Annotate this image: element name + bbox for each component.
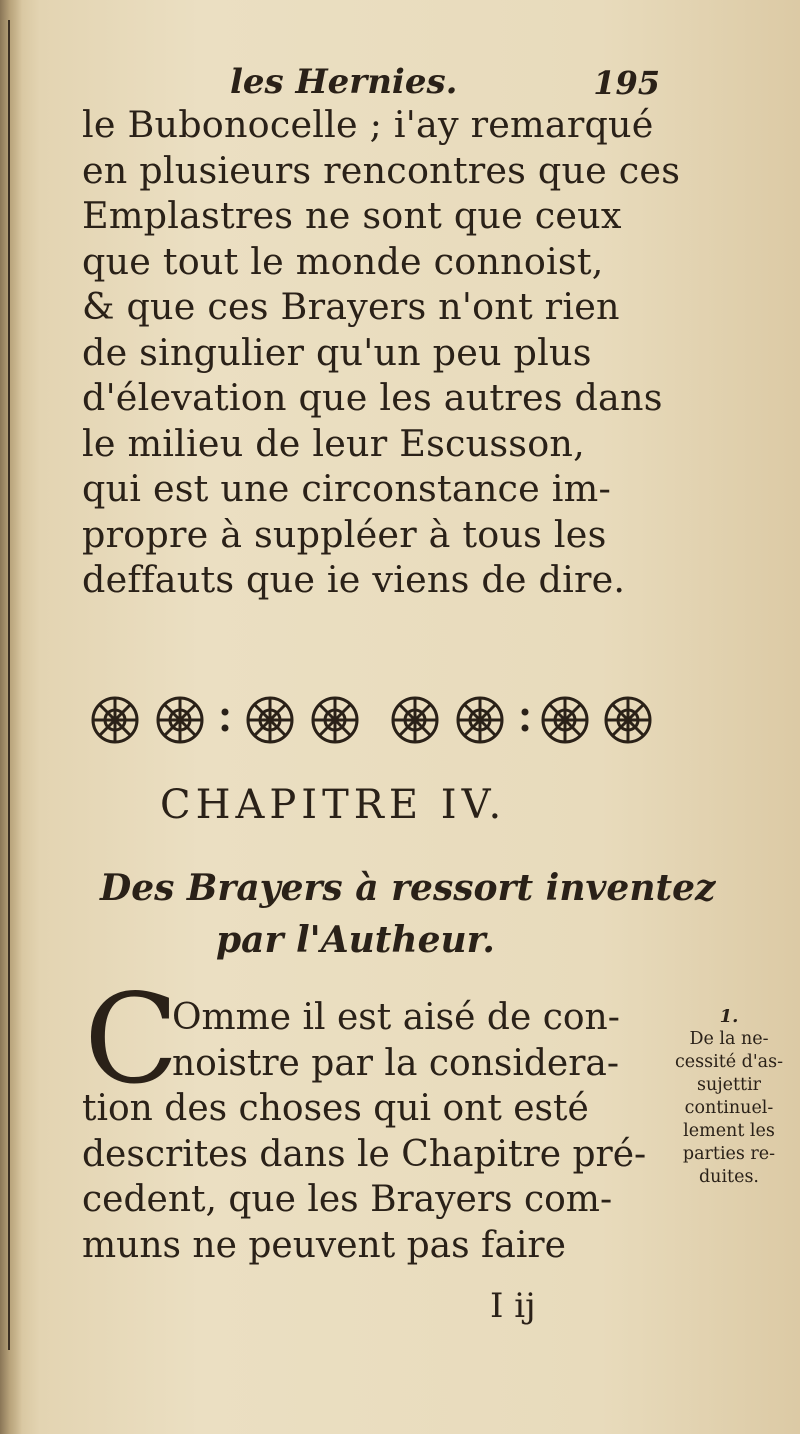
ornament-flower — [158, 698, 202, 742]
ornament-flower — [606, 698, 650, 742]
text-line: de singulier qu'un peu plus — [82, 330, 592, 374]
margin-note-number: 1. — [719, 1006, 739, 1027]
page-gutter — [0, 0, 22, 1434]
margin-note-line: sujettir — [696, 1075, 762, 1095]
text-line: qui est une circonstance im- — [82, 467, 611, 510]
text-line: que tout le monde connoist, — [82, 239, 604, 283]
text-line: muns ne peuvent pas faire — [82, 1224, 566, 1266]
page-number: 195 — [593, 64, 660, 102]
ornament-band — [85, 690, 655, 750]
text-line: le Bubonocelle ; i'ay remarqué — [82, 103, 654, 146]
paragraph — [82, 995, 702, 1268]
chapter-heading: CHAPITRE IV. — [160, 782, 507, 828]
margin-note — [664, 1005, 794, 1189]
text-line: noistre par la considera- — [172, 1042, 620, 1084]
body-text — [82, 102, 681, 603]
text-line: le milieu de leur Escusson, — [82, 421, 585, 465]
text-line: deffauts que ie viens de dire. — [82, 558, 626, 601]
subtitle-line-2: par l'Autheur. — [216, 919, 495, 961]
ornament-flower — [248, 698, 292, 742]
ornament-flower — [458, 698, 502, 742]
ornament-flower — [543, 698, 587, 742]
text-line: tion des choses qui ont esté — [82, 1088, 589, 1129]
text-line: Omme il est aisé de con- — [172, 997, 620, 1038]
text-line: & que ces Brayers n'ont rien — [82, 285, 620, 328]
ornament-flower — [393, 698, 437, 742]
margin-note-line: lement les — [683, 1121, 775, 1141]
chapter-subtitle — [100, 862, 716, 966]
margin-note-line: De la ne- — [689, 1029, 769, 1049]
margin-note-line: parties re- — [682, 1144, 776, 1164]
margin-note-line: cessité d'as- — [674, 1052, 783, 1072]
text-line: en plusieurs rencontres que ces — [82, 148, 681, 192]
margin-note-line: continuel- — [684, 1098, 774, 1118]
text-line: descrites dans le Chapitre pré- — [82, 1133, 647, 1175]
drop-cap: C — [84, 968, 179, 1112]
text-line: cedent, que les Brayers com- — [82, 1179, 613, 1220]
running-head-title: les Hernies. — [230, 62, 458, 102]
margin-note-line: duites. — [698, 1167, 759, 1187]
binding-edge — [8, 20, 10, 1350]
text-line: Emplastres ne sont que ceux — [82, 194, 622, 237]
ornament-flower — [93, 698, 137, 742]
ornament-flower — [313, 698, 357, 742]
subtitle-line-1: Des Brayers à ressort inventez — [100, 867, 716, 909]
text-line: propre à suppléer à tous les — [82, 512, 607, 556]
signature-mark: I ij — [490, 1286, 536, 1326]
text-line: d'élevation que les autres dans — [82, 376, 663, 419]
